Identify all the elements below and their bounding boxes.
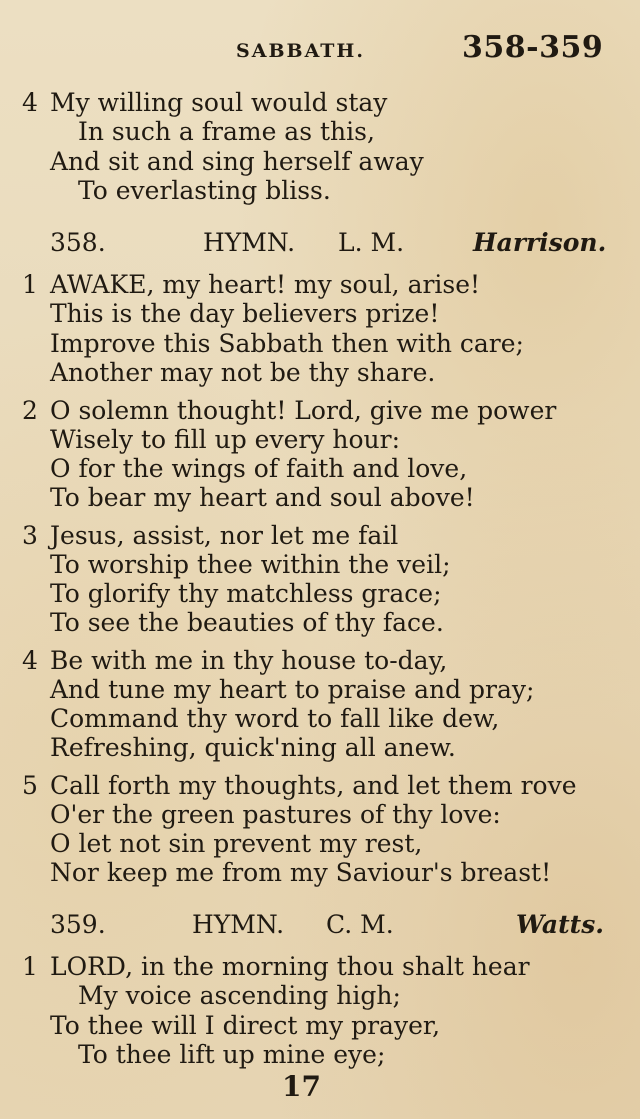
hymn-meter: L. M.	[338, 228, 405, 257]
verse-line: In such a frame as this,	[78, 117, 375, 146]
verse-line: To worship thee within the veil;	[50, 550, 451, 579]
verse-line: And sit and sing herself away	[50, 147, 424, 176]
verse-line: AWAKE, my heart! my soul, arise!	[50, 270, 481, 299]
verse-line: O for the wings of faith and love,	[50, 454, 468, 483]
hymn-author: Watts.	[516, 910, 604, 939]
verse-line: Call forth my thoughts, and let them rove	[50, 771, 577, 800]
verse-line: O'er the green pastures of thy love:	[50, 800, 501, 829]
hymn-label: HYMN.	[203, 228, 296, 257]
verse-line: Another may not be thy share.	[50, 358, 436, 387]
verse-line: Wisely to fill up every hour:	[50, 425, 401, 454]
verse-line: Command thy word to fall like dew,	[50, 704, 500, 733]
verse-number: 4	[22, 646, 38, 675]
verse-line: Improve this Sabbath then with care;	[50, 329, 524, 358]
verse-number: 1	[22, 270, 38, 299]
verse-line: My voice ascending high;	[78, 981, 401, 1010]
verse-line: O solemn thought! Lord, give me power	[50, 396, 557, 425]
verse-line: And tune my heart to praise and pray;	[50, 675, 535, 704]
verse-line: O let not sin prevent my rest,	[50, 829, 423, 858]
verse-line: Refreshing, quick'ning all anew.	[50, 733, 456, 762]
running-head	[0, 30, 640, 70]
hymn-label: HYMN.	[192, 910, 285, 939]
page-number: 17	[282, 1070, 321, 1103]
running-head-hymn-numbers: 358-359	[462, 30, 604, 65]
hymn-number: 359.	[50, 910, 106, 939]
hymn-number: 358.	[50, 228, 106, 257]
verse-line: To everlasting bliss.	[78, 176, 331, 205]
verse-line: To see the beauties of thy face.	[50, 608, 444, 637]
verse-line: To bear my heart and soul above!	[50, 483, 475, 512]
running-head-title: SABBATH.	[236, 40, 365, 62]
hymn-meter: C. M.	[326, 910, 394, 939]
hymn-author: Harrison.	[473, 228, 607, 257]
verse-line: To glorify thy matchless grace;	[50, 579, 442, 608]
verse-number: 4	[22, 88, 38, 117]
verse-line: Jesus, assist, nor let me fail	[50, 521, 399, 550]
verse-number: 5	[22, 771, 38, 800]
verse-line: This is the day believers prize!	[50, 299, 440, 328]
verse-line: Nor keep me from my Saviour's breast!	[50, 858, 552, 887]
verse-number: 1	[22, 952, 38, 981]
verse-number: 3	[22, 521, 38, 550]
verse-line: My willing soul would stay	[50, 88, 388, 117]
verse-line: To thee lift up mine eye;	[78, 1040, 386, 1069]
verse-line: To thee will I direct my prayer,	[50, 1011, 441, 1040]
verse-number: 2	[22, 396, 38, 425]
verse-line: LORD, in the morning thou shalt hear	[50, 952, 530, 981]
verse-line: Be with me in thy house to-day,	[50, 646, 448, 675]
